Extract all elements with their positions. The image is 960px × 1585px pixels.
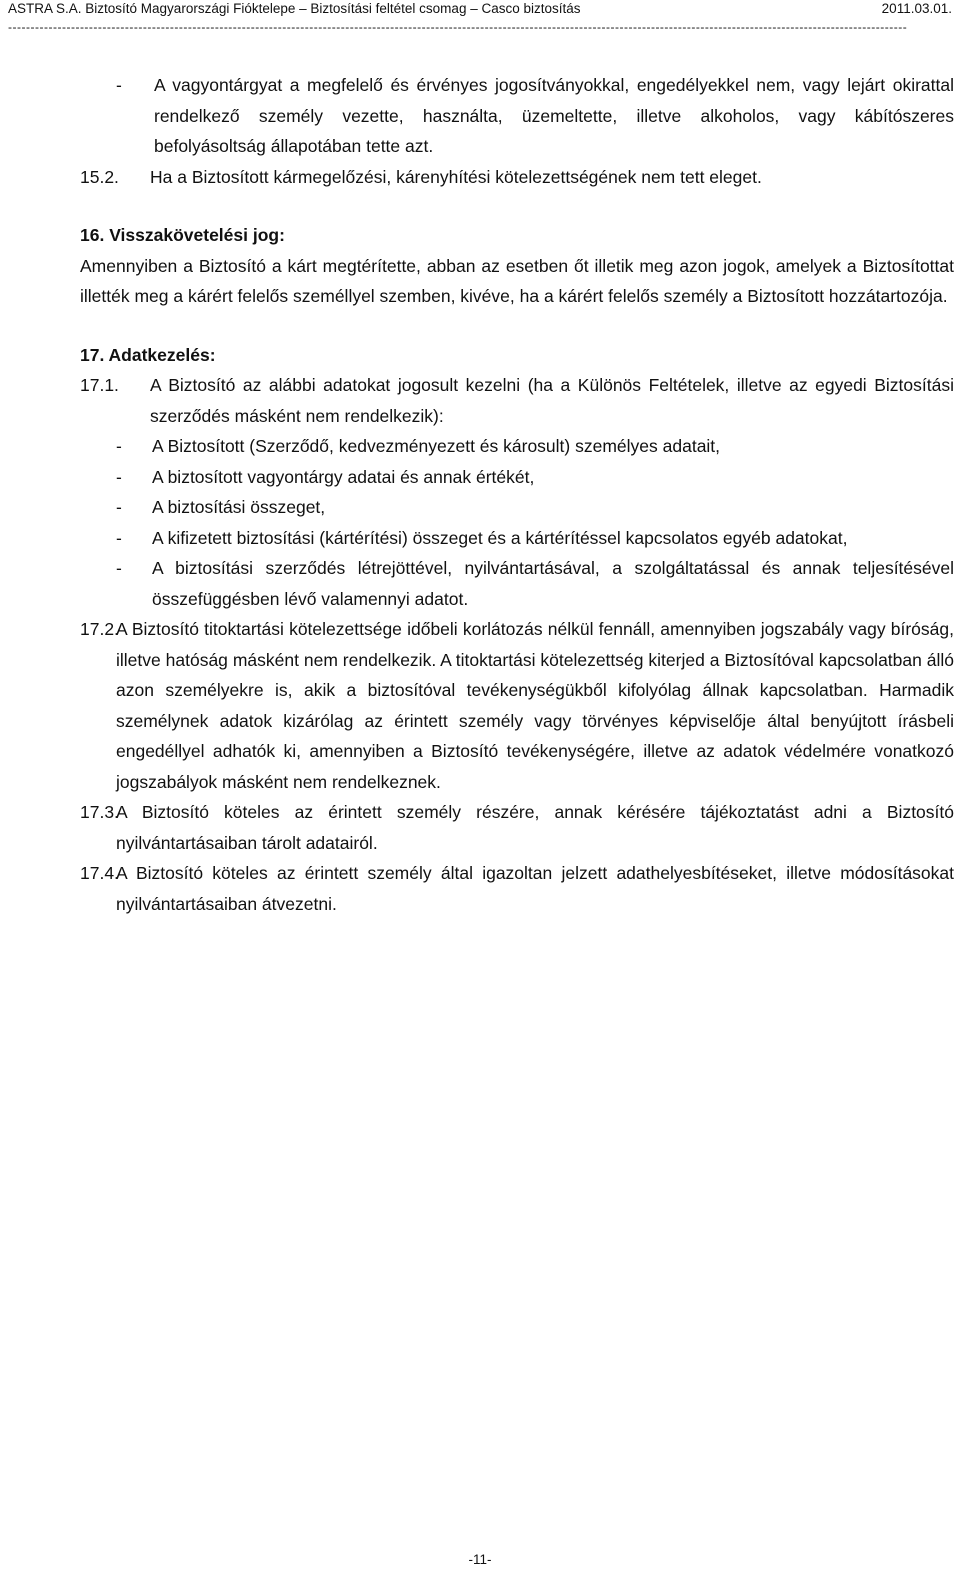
header-separator: -------------------------------------------------------------------------------------------------------------------------------------------------------------------------------------------------------- — [8, 20, 908, 34]
section-15-list-item — [116, 70, 954, 162]
list-dash: - — [116, 497, 122, 517]
section-16-heading: 16. Visszakövetelési jog: — [80, 225, 285, 245]
page-number: -11- — [468, 1552, 492, 1567]
list-item-text: A vagyontárgyat a megfelelő és érvényes jogosítványokkal, engedélyekkel nem, vagy lejárt okirattal rendelkező személy vezette, használta, üzemeltette, illetve alkoholos, vagy kábítószeres befolyásoltság állapotában tette azt. — [154, 75, 954, 156]
paragraph-17-1 — [80, 370, 954, 431]
paragraph-text: A Biztosító az alábbi adatokat jogosult kezelni (ha a Különös Feltételek, illetve az egyedi Biztosítási szerződés másként nem rendelkezik): — [150, 375, 954, 426]
header-date: 2011.03.01. — [881, 1, 952, 16]
list-item — [116, 492, 954, 523]
paragraph-text: A Biztosító köteles az érintett személy által igazoltan jelzett adathelyesbítéseket, illetve módosításokat nyilvántartásaiban átvezetni. — [116, 863, 954, 914]
data-list — [116, 431, 954, 614]
header-title: ASTRA S.A. Biztosító Magyarországi Fióktelepe – Biztosítási feltétel csomag – Casco biztosítás — [8, 1, 581, 16]
document-body — [80, 70, 954, 919]
paragraph-text: A Biztosító köteles az érintett személy részére, annak kérésére tájékoztatást adni a Biztosító nyilvántartásaiban tárolt adatairól. — [116, 802, 954, 853]
list-dash: - — [116, 466, 122, 487]
paragraph-17-2 — [80, 614, 954, 797]
section-17-heading: 17. Adatkezelés: — [80, 344, 216, 365]
list-item — [116, 523, 954, 554]
page-header — [8, 0, 952, 20]
list-item — [116, 462, 954, 493]
paragraph-15-2 — [80, 162, 954, 193]
paragraph-number: 15.2. — [80, 166, 119, 187]
section-16-text: Amennyiben a Biztosító a kárt megtérítette, abban az esetben őt illetik meg azon jogok, amelyek a Biztosítottat illették meg a kárért felelős személlyel szemben, kivéve, ha a kárért felelős személy a Biztosított hozzátartozója. — [80, 255, 954, 306]
list-dash: - — [116, 558, 122, 578]
list-dash: - — [116, 75, 122, 95]
list-dash: - — [116, 527, 122, 548]
paragraph-number: 17.2. — [80, 619, 119, 639]
list-item — [116, 553, 954, 614]
paragraph-text: Ha a Biztosított kármegelőzési, kárenyhítési kötelezettségének nem tett eleget. — [150, 166, 762, 187]
paragraph-number: 17.1. — [80, 375, 119, 395]
list-item — [116, 431, 954, 462]
list-item-text: A biztosítási szerződés létrejöttével, nyilvántartásával, a szolgáltatással és annak teljesítésével összefüggésben lévő valamennyi adatot. — [152, 558, 954, 609]
list-dash: - — [116, 436, 122, 456]
paragraph-17-4 — [80, 858, 954, 919]
list-item-text: A Biztosított (Szerződő, kedvezményezett és károsult) személyes adatait, — [152, 436, 721, 456]
paragraph-number: 17.4. — [80, 863, 119, 883]
list-item-text: A kifizetett biztosítási (kártérítési) összeget és a kártérítéssel kapcsolatos egyéb adatokat, — [152, 527, 848, 548]
list-item-text: A biztosítási összeget, — [152, 497, 326, 517]
list-item-text: A biztosított vagyontárgy adatai és annak értékét, — [152, 466, 535, 487]
paragraph-text: A Biztosító titoktartási kötelezettsége időbeli korlátozás nélkül fennáll, amennyiben jogszabály vagy bíróság, illetve hatóság másként nem rendelkezik. A titoktartási kötelezettség kiterjed a Biztosítóval kapcsolatban álló azon személyekre is, akik a biztosítóval tevékenységükből kifolyólag állnak kapcsolatban. Harmadik személynek adatok kizárólag az érintett személy vagy törvényes képviselője által benyújtott írásbeli engedéllyel adhatók ki, amennyiben a Biztosító tevékenységére, illetve az adatok védelmére vonatkozó jogszabályok másként nem rendelkeznek. — [116, 619, 954, 792]
paragraph-17-3 — [80, 797, 954, 858]
paragraph-number: 17.3. — [80, 802, 119, 822]
